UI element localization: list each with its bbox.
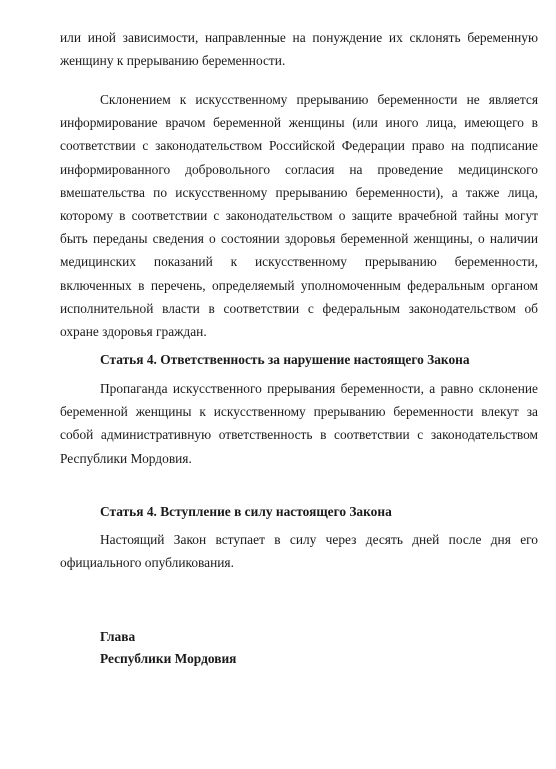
definition-paragraph: Склонением к искусственному прерыванию беременности не является информирование врачом беременной женщины (или иного лица, имеющего в соответствии с законодательством Российской Федерации право на подписание информированного добровольного согласия на проведение медицинского вмешательства по искусственному прерыванию беременности), а также лица, которому в соответствии с законодательством о защите врачебной тайны могут быть переданы сведения о состоянии здоровья беременной женщины, о наличии медицинских показаний к искусственному прерыванию беременности, включенных в перечень, определяемый уполномоченным федеральным органом исполнительной власти в соответствии с федеральным законодательством об охране здоровья граждан.	[60, 92, 538, 340]
signature-subtitle: Республики Мордовия	[100, 651, 237, 666]
article-liability-text: Пропаганда искусственного прерывания беременности, а равно склонение беременной женщины к искусственному прерыванию беременности влекут за собой административную ответственность в соответствии с законодательством Республики Мордовия.	[60, 381, 538, 466]
continuation-paragraph: или иной зависимости, направленные на понуждение их склонять беременную женщину к прерыванию беременности.	[60, 30, 538, 69]
signature-title: Глава	[100, 629, 136, 644]
article-entry-text: Настоящий Закон вступает в силу через десять дней после дня его официального опубликования.	[60, 532, 538, 571]
article-entry-heading: Статья 4. Вступление в силу настоящего Закона	[100, 504, 392, 519]
article-liability-heading: Статья 4. Ответственность за нарушение настоящего Закона	[100, 352, 470, 367]
